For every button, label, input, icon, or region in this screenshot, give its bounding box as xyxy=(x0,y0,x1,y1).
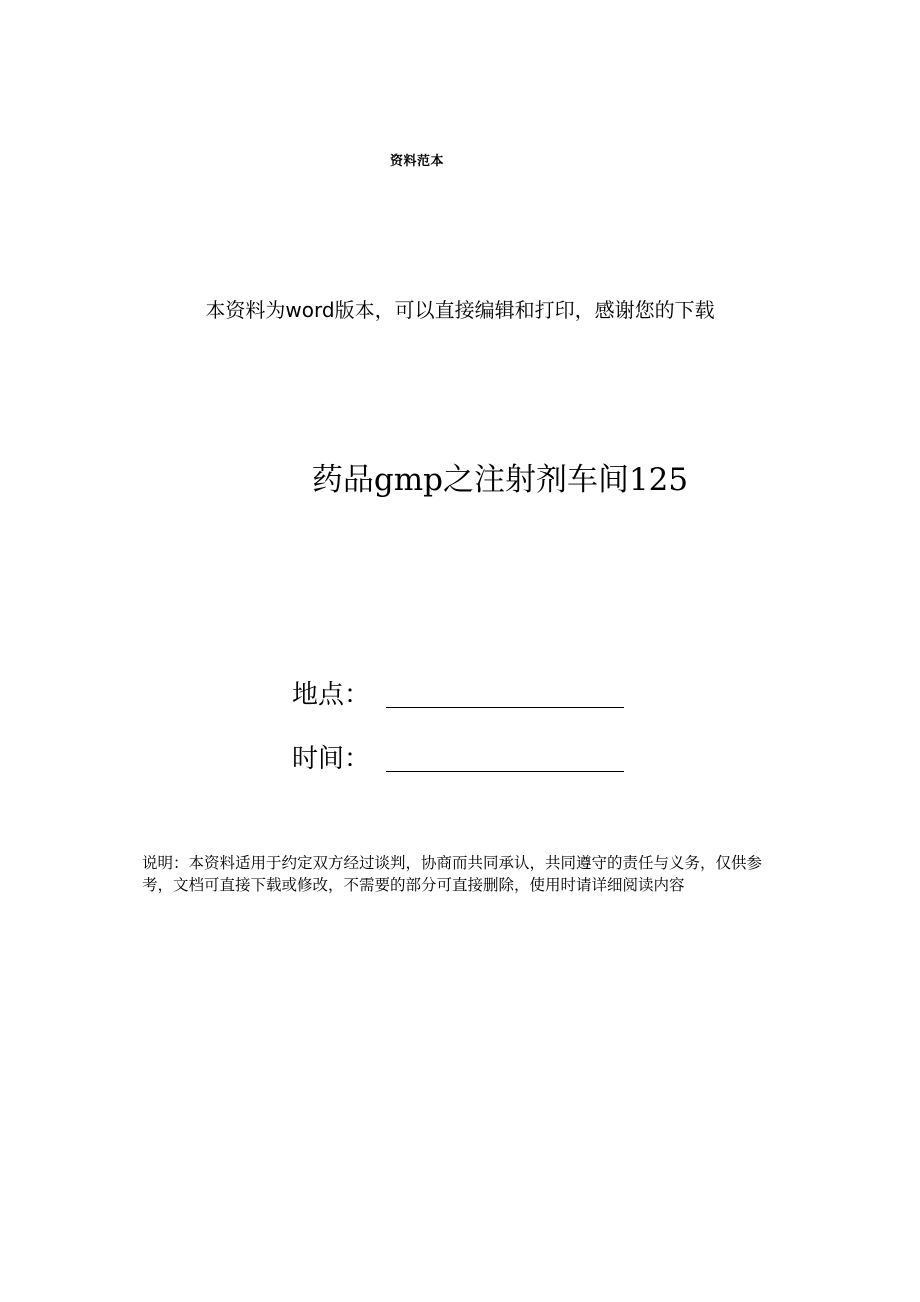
time-blank-line[interactable] xyxy=(386,741,624,772)
time-field xyxy=(292,736,624,776)
usage-footnote: 说明：本资料适用于约定双方经过谈判，协商而共同承认，共同遵守的责任与义务，仅供参考，文档可直接下载或修改，不需要的部分可直接删除，使用时请详细阅读内容 xyxy=(142,854,763,894)
location-field xyxy=(292,672,624,712)
location-label: 地点： xyxy=(292,680,371,710)
download-notice: 本资料为word版本，可以直接编辑和打印，感谢您的下载 xyxy=(205,298,715,322)
header-label: 资料范本 xyxy=(390,154,445,169)
document-title: 药品gmp之注射剂车间125 xyxy=(311,462,689,498)
location-blank-line[interactable] xyxy=(386,677,624,708)
time-label: 时间： xyxy=(292,744,371,774)
